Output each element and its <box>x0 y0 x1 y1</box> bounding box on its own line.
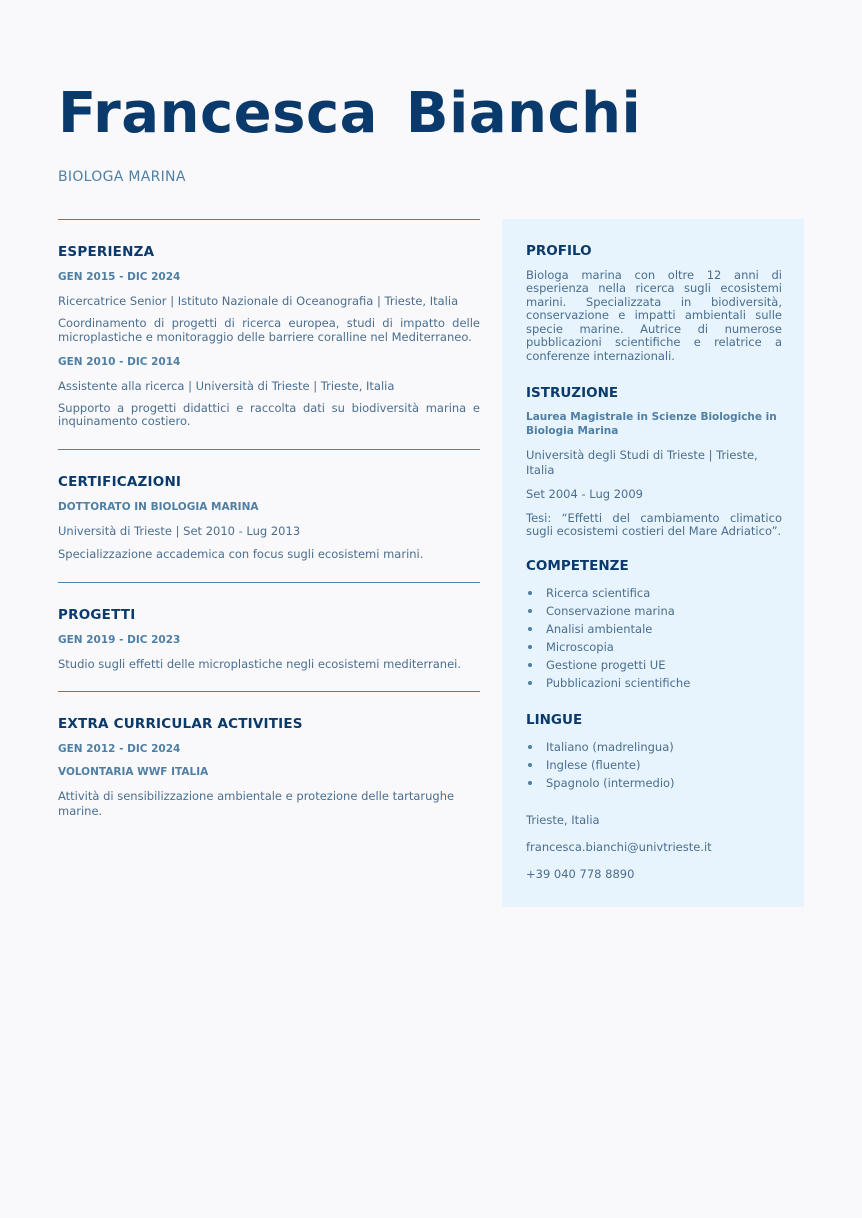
education-thesis: Tesi: “Effetti del cambiamento climatico sugli ecosistemi costieri del Mare Adriatico”. <box>526 510 782 539</box>
candidate-name: Francesca Bianchi <box>58 81 642 146</box>
education-degree: Laurea Magistrale in Scienze Biologiche in Biologia Marina <box>526 411 777 437</box>
bullet-icon <box>528 609 532 613</box>
extra-date: GEN 2012 - DIC 2024 <box>58 743 181 756</box>
experience-item <box>58 271 480 345</box>
education-title: ISTRUZIONE <box>526 385 619 402</box>
experience-date: GEN 2010 - DIC 2014 <box>58 355 181 368</box>
extra-title: EXTRA CURRICULAR ACTIVITIES <box>58 716 303 733</box>
experience-item <box>58 356 480 430</box>
project-description: Studio sugli effetti delle microplastiche negli ecosistemi mediterranei. <box>58 656 461 671</box>
experience-date: GEN 2015 - DIC 2024 <box>58 271 181 283</box>
skill-item <box>526 584 782 602</box>
profile-title: PROFILO <box>526 243 592 259</box>
skills-title: COMPETENZE <box>526 558 629 575</box>
bullet-icon <box>528 681 532 685</box>
experience-position: Ricercatrice Senior | Istituto Nazionale di Oceanografia | Trieste, Italia <box>58 294 459 308</box>
languages-title: LINGUE <box>526 712 583 729</box>
skill-label: Gestione progetti UE <box>546 658 666 673</box>
skill-label: Analisi ambientale <box>546 622 653 637</box>
education-section <box>526 385 782 538</box>
skill-label: Conservazione marina <box>546 604 675 619</box>
contact-section <box>526 814 782 881</box>
experience-description: Supporto a progetti didattici e raccolta dati su biodiversità marina e inquinamento costiero. <box>58 400 480 429</box>
bullet-icon <box>528 745 532 749</box>
certification-name: DOTTORATO IN BIOLOGIA MARINA <box>58 501 259 513</box>
skill-label: Microscopia <box>546 640 614 655</box>
certification-details: Università di Trieste | Set 2010 - Lug 2013 <box>58 524 301 538</box>
profile-section <box>526 243 782 363</box>
experience-section <box>58 220 480 449</box>
skill-item <box>526 674 782 692</box>
language-label: Inglese (fluente) <box>546 758 641 773</box>
skill-item <box>526 638 782 656</box>
profile-text: Biologa marina con oltre 12 anni di esperienza nella ricerca sugli ecosistemi marini. Specializzata in biodiversità, conservazione e impatti ambientali sulle specie marine. Autrice di numerose pubblicazioni scientifiche e relatrice a conferenze internazionali. <box>526 268 782 363</box>
bullet-icon <box>528 663 532 667</box>
bullet-icon <box>528 591 532 595</box>
skills-section <box>526 558 782 692</box>
certifications-section <box>58 450 480 582</box>
projects-section <box>58 583 480 691</box>
contact-location: Trieste, Italia <box>526 813 600 828</box>
languages-section <box>526 712 782 792</box>
language-item <box>526 738 782 756</box>
skill-label: Ricerca scientifica <box>546 586 651 601</box>
certification-description: Specializzazione accademica con focus sugli ecosistemi marini. <box>58 547 424 562</box>
extra-section <box>58 692 480 847</box>
candidate-role: BIOLOGA MARINA <box>58 169 186 185</box>
sidebar <box>502 219 804 907</box>
extra-organization: VOLONTARIA WWF ITALIA <box>58 766 209 779</box>
skill-item <box>526 656 782 674</box>
main-column <box>58 219 480 847</box>
bullet-icon <box>528 763 532 767</box>
skill-item <box>526 620 782 638</box>
language-label: Spagnolo (intermedio) <box>546 776 675 791</box>
contact-phone[interactable]: +39 040 778 8890 <box>526 867 635 882</box>
extra-description: Attività di sensibilizzazione ambientale e protezione delle tartarughe marine. <box>58 789 455 818</box>
experience-position: Assistente alla ricerca | Università di Trieste | Trieste, Italia <box>58 378 395 393</box>
language-item <box>526 756 782 774</box>
skill-item <box>526 602 782 620</box>
languages-list <box>526 738 782 792</box>
education-school: Università degli Studi di Trieste | Trieste, Italia <box>526 448 758 477</box>
experience-description: Coordinamento di progetti di ricerca europea, studi di impatto delle microplastiche e monitoraggio delle barriere coralline nel Mediterraneo. <box>58 316 480 344</box>
bullet-icon <box>528 781 532 785</box>
certifications-title: CERTIFICAZIONI <box>58 474 182 490</box>
projects-title: PROGETTI <box>58 606 136 623</box>
education-dates: Set 2004 - Lug 2009 <box>526 487 643 502</box>
bullet-icon <box>528 627 532 631</box>
contact-email[interactable]: francesca.bianchi@univtrieste.it <box>526 840 712 855</box>
skill-label: Pubblicazioni scientifiche <box>546 676 691 691</box>
bullet-icon <box>528 645 532 649</box>
skills-list <box>526 584 782 692</box>
experience-title: ESPERIENZA <box>58 244 155 260</box>
language-label: Italiano (madrelingua) <box>546 740 674 755</box>
project-date: GEN 2019 - DIC 2023 <box>58 633 181 646</box>
language-item <box>526 774 782 792</box>
